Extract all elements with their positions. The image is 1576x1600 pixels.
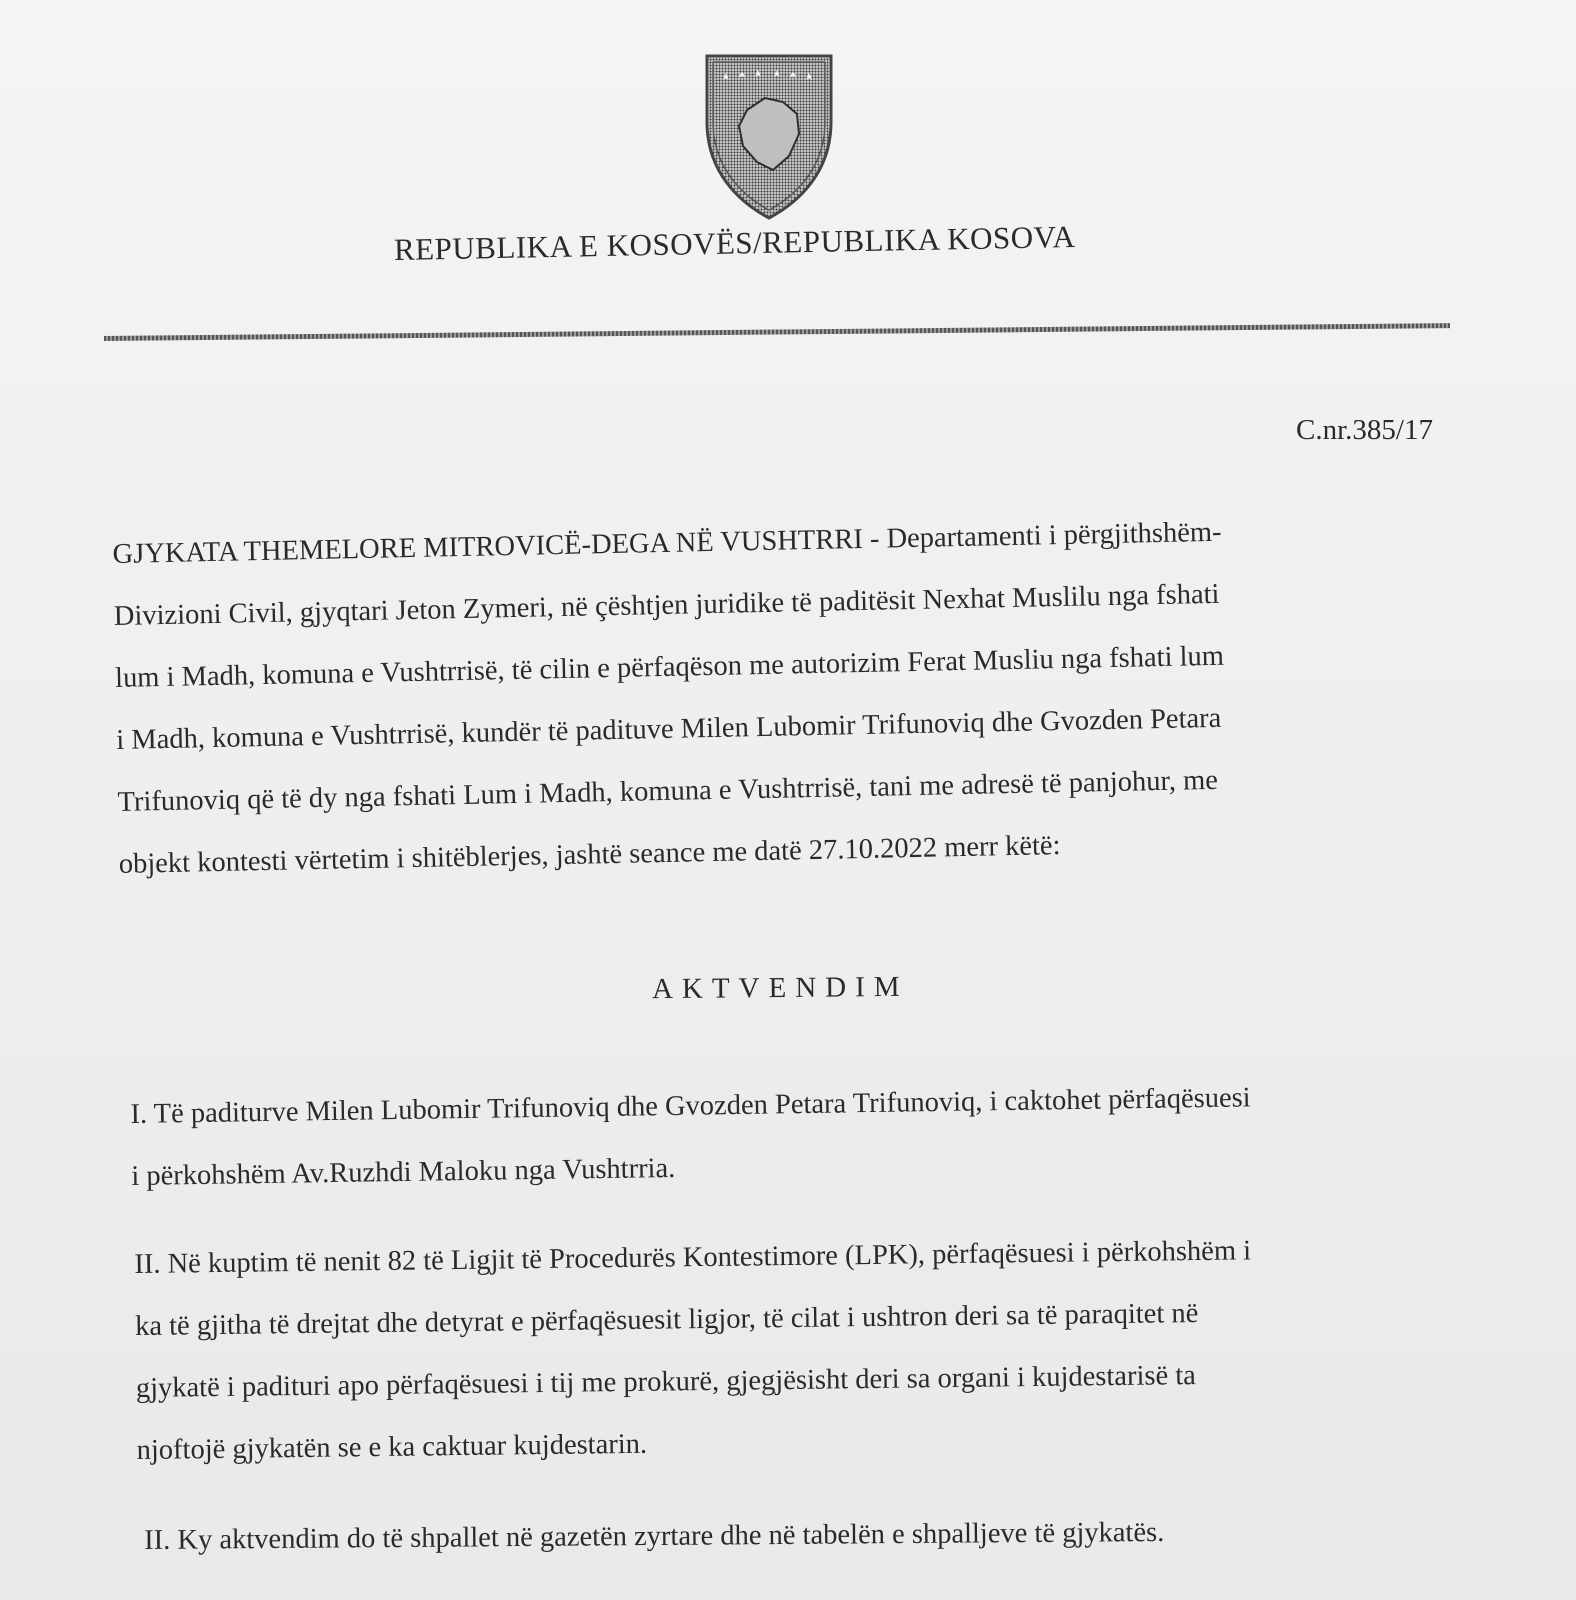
text-line: lum i Madh, komuna e Vushtrrisë, të cilin e përfaqëson me autorizim Ferat Musliu nga fshati lum <box>114 640 1225 694</box>
page-title: REPUBLIKA E KOSOVËS/REPUBLIKA KOSOVA <box>393 218 1076 267</box>
text-line: Trifunoviq që të dy nga fshati Lum i Madh, komuna e Vushtrrisë, tani me adresë të panjohur, me <box>117 764 1219 818</box>
case-number: C.nr.385/17 <box>1296 414 1433 446</box>
text-line: i Madh, komuna e Vushtrrisë, kundër të padituve Milen Lubomir Trifunoviq dhe Gvozden Petara <box>116 702 1222 756</box>
text-line: objekt kontesti vërtetim i shitëblerjes, jashtë seance me datë 27.10.2022 merr këtë: <box>118 830 1061 880</box>
text-line: II. Ky aktvendim do të shpallet në gazetën zyrtare dhe në tabelën e shpalljeve të gjykatës. <box>144 1516 1165 1556</box>
intro-paragraph <box>112 502 1228 896</box>
decision-title: AKTVENDIM <box>651 970 909 1006</box>
decision-item-1 <box>130 1067 1252 1208</box>
text-line: II. Në kuptim të nenit 82 të Ligjit të Procedurës Kontestimore (LPK), përfaqësuesi i përkohshëm i <box>134 1235 1252 1280</box>
text-line: njoftojë gjykatën se e ka caktuar kujdestarin. <box>136 1428 648 1466</box>
text-line: I. Të paditurve Milen Lubomir Trifunoviq dhe Gvozden Petara Trifunoviq, i caktohet përfaqësuesi <box>130 1082 1251 1130</box>
decision-item-2 <box>134 1220 1254 1482</box>
decision-item-3 <box>144 1502 1165 1572</box>
text-line: ka të gjitha të drejtat dhe detyrat e përfaqësuesit ligjor, të cilat i ushtron deri sa të paraqitet në <box>134 1298 1199 1342</box>
text-line: gjykatë i padituri apo përfaqësuesi i tij me prokurë, gjegjësisht deri sa organi i kujdestarisë ta <box>135 1360 1197 1404</box>
text-line: Divizioni Civil, gjyqtari Jeton Zymeri, në çështjen juridike të paditësit Nexhat Muslilu nga fshati <box>113 578 1220 632</box>
text-line: i përkohshëm Av.Ruzhdi Maloku nga Vushtrria. <box>131 1152 676 1192</box>
divider <box>104 323 1450 341</box>
kosovo-coat-of-arms-icon <box>703 52 835 222</box>
text-line: GJYKATA THEMELORE MITROVICË-DEGA NË VUSHTRRI - Departamenti i përgjithshëm- <box>112 516 1222 570</box>
